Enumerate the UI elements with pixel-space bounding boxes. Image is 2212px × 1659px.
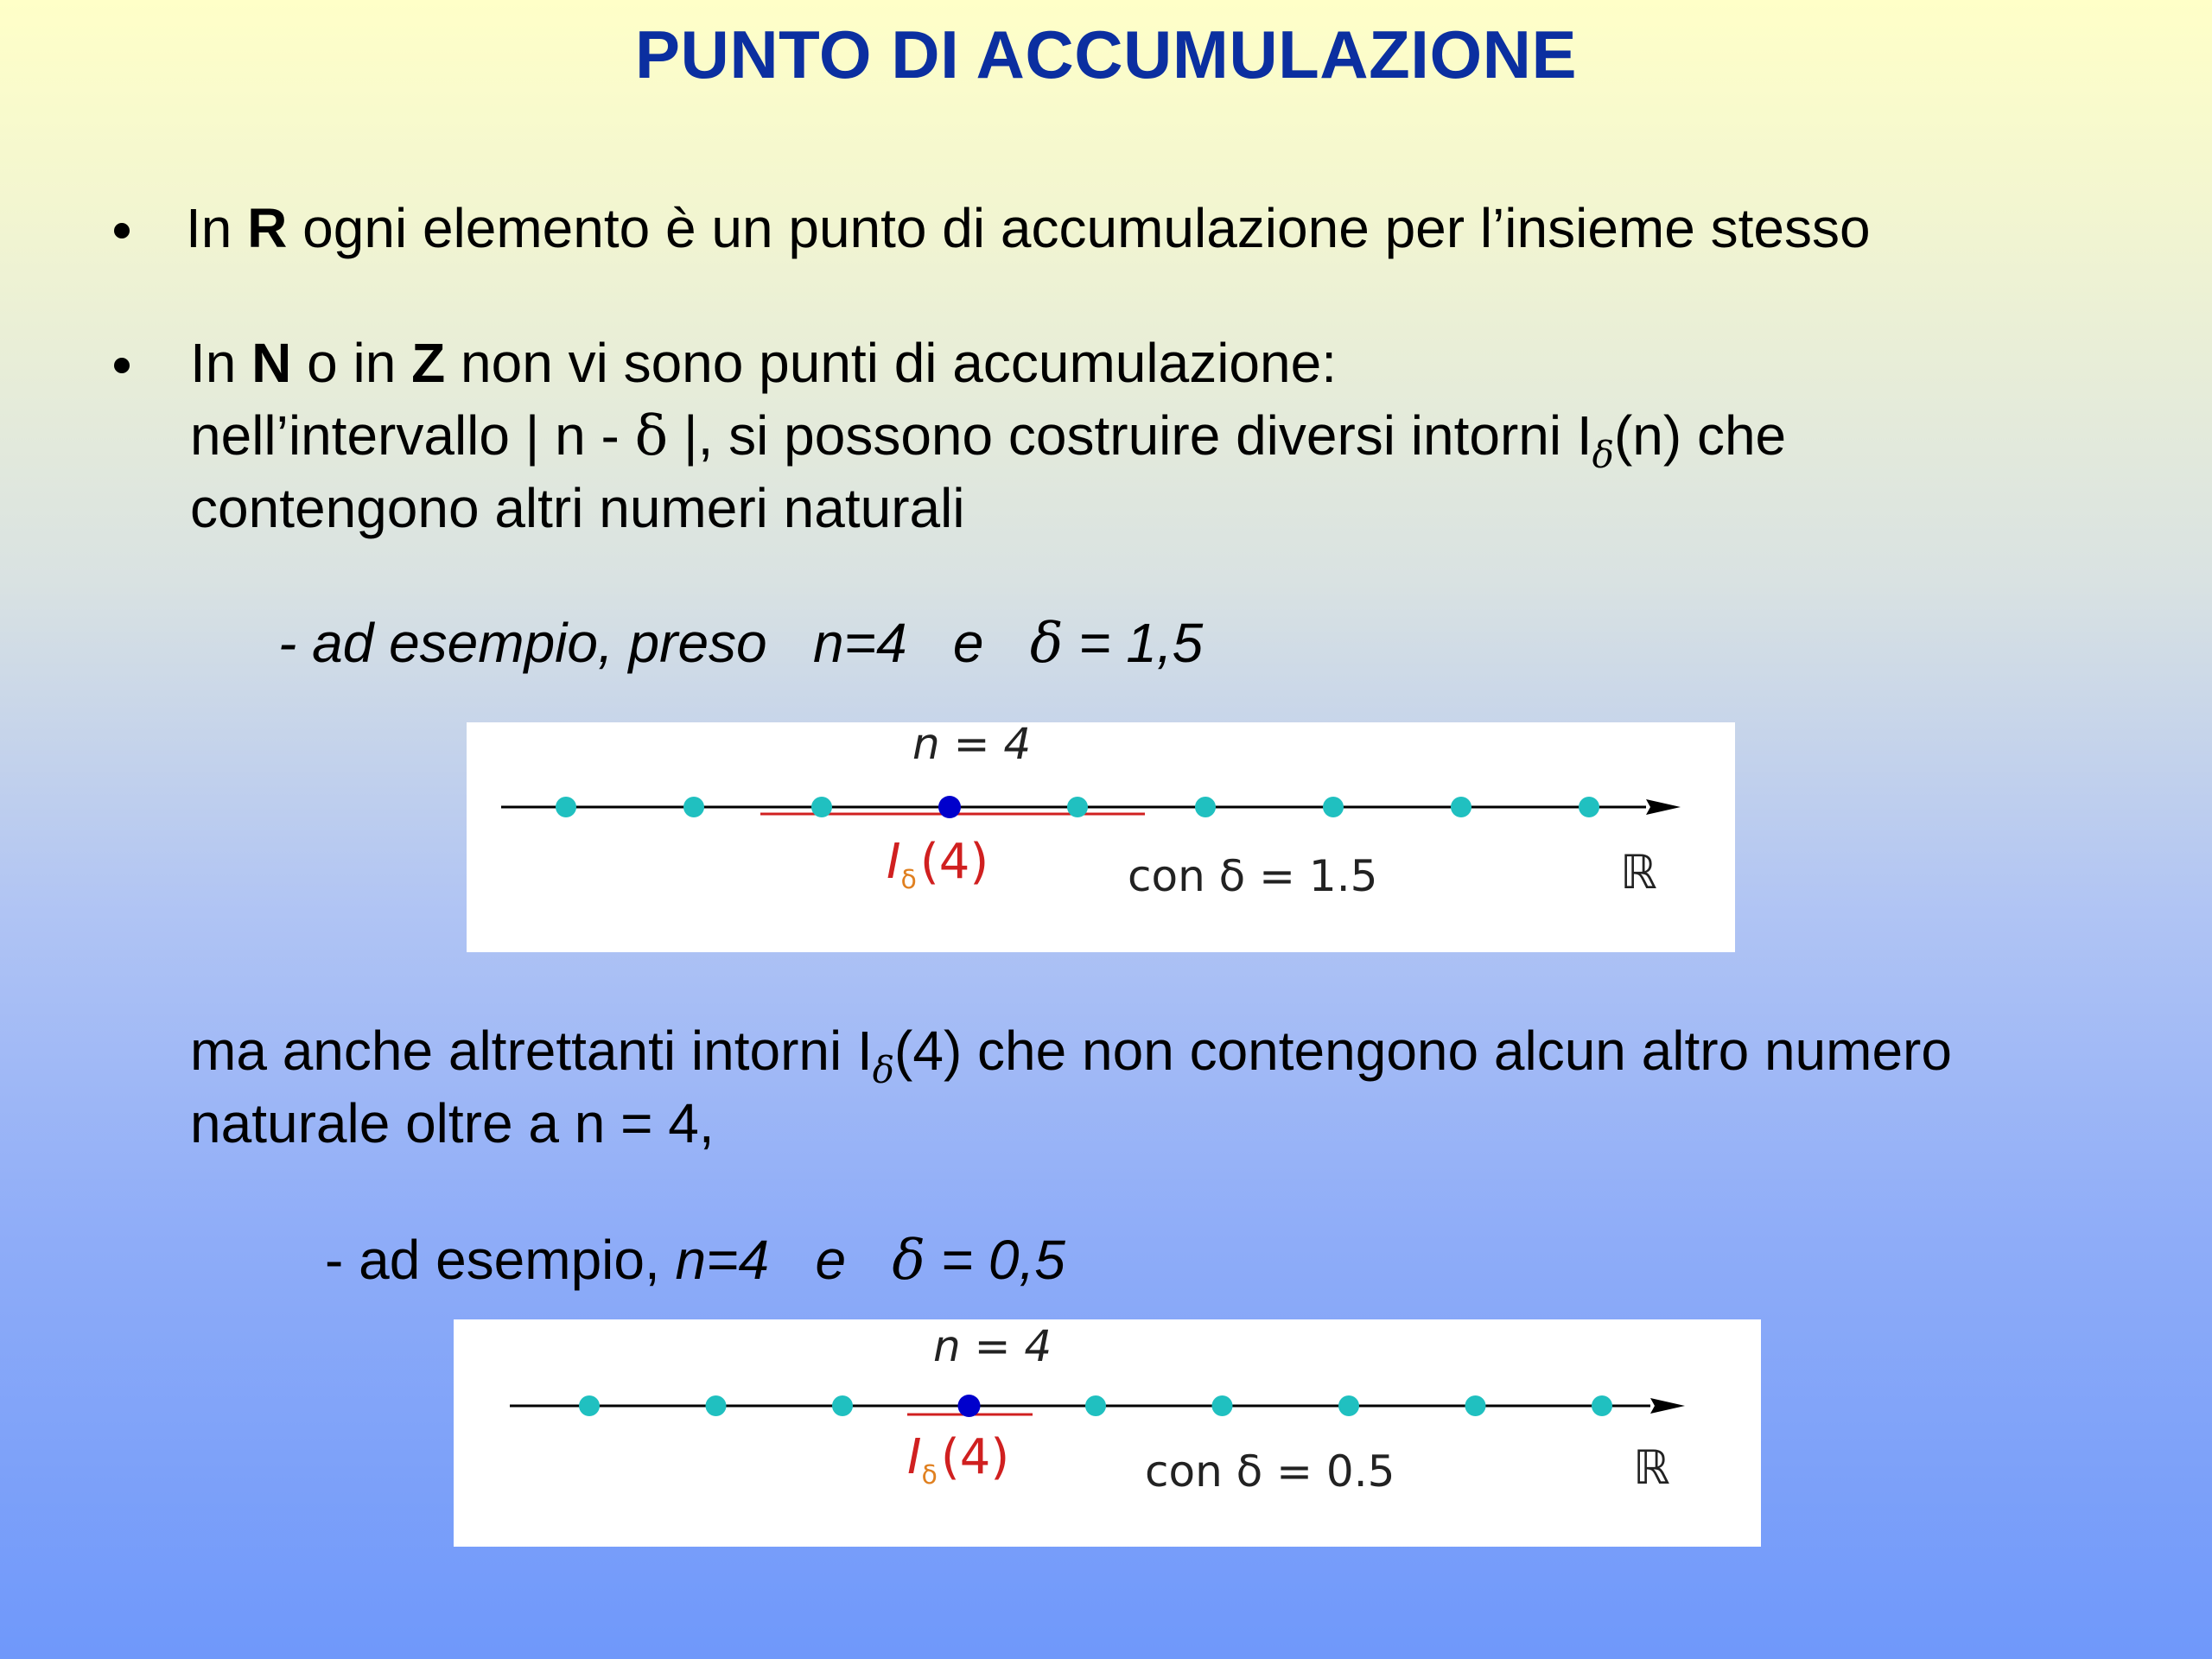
fig2-point-7 xyxy=(1465,1395,1486,1416)
example-1 xyxy=(278,612,1204,676)
fig2-point-0 xyxy=(579,1395,600,1416)
axis-arrow-2 xyxy=(1650,1398,1685,1414)
example-1-text: - ad esempio, preso n=4 e xyxy=(278,612,1030,674)
interval-label-1-I: I xyxy=(887,834,901,890)
bullet-2-l1-post: non vi sono punti di accumulazione: xyxy=(445,332,1337,394)
fig2-point-5 xyxy=(1212,1395,1233,1416)
interval-label-1-sub: δ xyxy=(900,865,917,895)
fig1-point-1 xyxy=(683,797,704,817)
interval-label-2-sub: δ xyxy=(921,1460,938,1491)
paragraph-2-l1-post: (4) che non contengono alcun altro numero xyxy=(894,1020,1952,1082)
example-2-tail: = 0,5 xyxy=(925,1229,1065,1291)
fig1-point-4 xyxy=(1067,797,1088,817)
fig2-point-1 xyxy=(706,1395,727,1416)
real-symbol-2: ℝ xyxy=(1633,1440,1670,1495)
number-line-svg-1 xyxy=(467,722,1735,952)
fig1-point-7 xyxy=(1451,797,1471,817)
number-line-figure-2 xyxy=(454,1319,1761,1547)
bullet-2-l2-post: (n) che xyxy=(1613,404,1787,467)
fig1-point-2 xyxy=(811,797,832,817)
bullet-2-l1-bold-n: N xyxy=(251,332,292,394)
bullet-2-l1-bold-z: Z xyxy=(411,332,446,394)
page-title: PUNTO DI ACCUMULAZIONE xyxy=(635,16,1577,92)
con-label-1: con δ = 1.5 xyxy=(1128,851,1378,901)
real-symbol-1: ℝ xyxy=(1620,845,1657,899)
fig1-point-0 xyxy=(556,797,576,817)
paragraph-2-l1-sub: δ xyxy=(872,1048,895,1091)
fig2-point-4 xyxy=(1085,1395,1106,1416)
bullet-2-line-1 xyxy=(190,332,1337,394)
paragraph-2-l1-pre: ma anche altrettanti intorni I xyxy=(190,1020,873,1082)
fig2-point-2 xyxy=(832,1395,853,1416)
fig1-point-8 xyxy=(1579,797,1599,817)
interval-label-2 xyxy=(907,1429,1009,1491)
example-2-ital: n=4 e xyxy=(675,1229,893,1291)
bullet-1-bold: R xyxy=(247,197,288,259)
n-label-1: n = 4 xyxy=(912,722,1032,769)
number-line-figure-1 xyxy=(467,722,1735,952)
bullet-1-pre: In xyxy=(186,197,248,259)
bullet-2-l2-delta: δ xyxy=(634,404,669,468)
fig1-point-6 xyxy=(1323,797,1344,817)
example-2 xyxy=(325,1229,1065,1293)
paragraph-2-line-1 xyxy=(190,1020,1952,1091)
bullet-2-l2-mid: |, si possono costruire diversi intorni I xyxy=(668,404,1592,467)
bullet-1-text xyxy=(186,197,1871,259)
bullet-2-line-3: contengono altri numeri naturali xyxy=(190,477,965,539)
example-1-delta: δ xyxy=(1029,612,1064,676)
interval-label-2-I: I xyxy=(907,1429,922,1485)
bullet-2-line-2 xyxy=(190,404,1787,476)
fig2-point-8 xyxy=(1592,1395,1612,1416)
bullet-2-marker xyxy=(114,358,130,373)
fig1-point-5 xyxy=(1195,797,1216,817)
example-2-delta: δ xyxy=(892,1229,925,1293)
bullet-2-l2-pre: nell’intervallo | n - xyxy=(190,404,635,467)
number-line-svg-2 xyxy=(454,1319,1761,1547)
interval-label-1 xyxy=(887,834,988,895)
n-label-2: n = 4 xyxy=(933,1321,1052,1371)
bullet-1-post: ogni elemento è un punto di accumulazione per l’insieme stesso xyxy=(287,197,1871,259)
bullet-2-l1-mid: o in xyxy=(291,332,412,394)
example-2-text: - ad esempio, xyxy=(325,1229,676,1291)
con-label-2: con δ = 0.5 xyxy=(1145,1446,1395,1497)
interval-label-1-arg: (4) xyxy=(919,834,989,890)
axis-arrow-1 xyxy=(1646,799,1681,815)
bullet-2-l1-pre: In xyxy=(190,332,252,394)
fig1-point-n xyxy=(938,796,961,818)
interval-label-2-arg: (4) xyxy=(940,1429,1010,1485)
fig2-point-6 xyxy=(1338,1395,1359,1416)
fig2-point-n xyxy=(958,1395,981,1417)
paragraph-2-line-2: naturale oltre a n = 4, xyxy=(190,1092,715,1154)
bullet-2-l2-sub: δ xyxy=(1592,433,1614,476)
example-1-tail: = 1,5 xyxy=(1063,612,1204,674)
bullet-1-marker xyxy=(114,223,130,238)
